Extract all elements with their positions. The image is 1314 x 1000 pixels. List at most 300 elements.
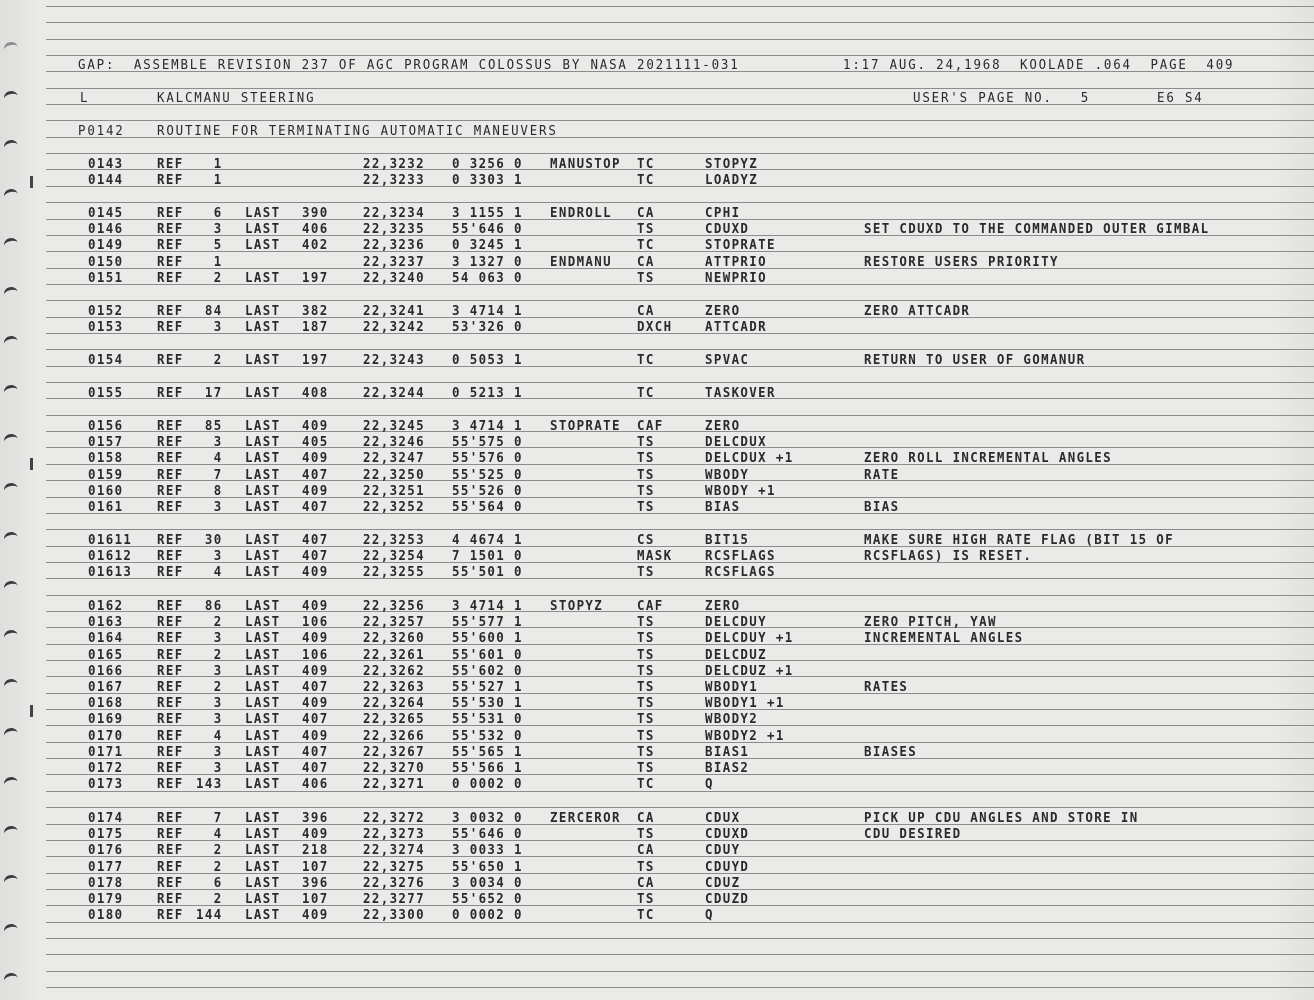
- label: MANUSTOP: [550, 156, 621, 172]
- listing-row: [0, 483, 1314, 499]
- last-keyword: LAST: [245, 662, 281, 679]
- operand: CDUX: [705, 810, 741, 826]
- address: 22,3263: [363, 679, 426, 695]
- ref-count: 85: [204, 418, 223, 434]
- line-number: 0164: [88, 630, 124, 647]
- ref-count: 2: [213, 614, 223, 631]
- line-number: 0166: [88, 662, 124, 679]
- line-number: 0163: [88, 614, 124, 631]
- last-keyword: LAST: [245, 810, 281, 826]
- address: 22,3243: [363, 352, 426, 368]
- address: 22,3252: [363, 499, 426, 515]
- last-keyword: LAST: [245, 564, 281, 581]
- opcode: TS: [637, 727, 655, 744]
- last-keyword: LAST: [245, 532, 281, 548]
- octal-word: 55'650 1: [452, 858, 523, 875]
- address: 22,3272: [363, 810, 426, 826]
- address: 22,3262: [363, 662, 426, 679]
- listing-row: [0, 237, 1314, 253]
- address: 22,3260: [363, 630, 426, 647]
- last-page: 406: [302, 776, 329, 793]
- last-keyword: LAST: [245, 907, 281, 924]
- operand: BIAS2: [705, 760, 750, 776]
- section-title: ROUTINE FOR TERMINATING AUTOMATIC MANEUVERS: [157, 123, 558, 139]
- operand: LOADYZ: [705, 172, 759, 189]
- log-section-name: KALCMANU STEERING: [157, 90, 316, 106]
- last-page: 409: [302, 450, 329, 467]
- operand: BIT15: [705, 532, 750, 548]
- last-page: 197: [302, 269, 329, 286]
- address: 22,3242: [363, 319, 426, 336]
- last-keyword: LAST: [245, 760, 281, 776]
- last-page: 409: [302, 630, 329, 647]
- ref-count: 4: [213, 727, 223, 744]
- operand: DELCDUY +1: [705, 630, 794, 647]
- listing-row: [0, 418, 1314, 434]
- opcode: MASK: [637, 548, 673, 565]
- ref-keyword: REF: [157, 826, 184, 843]
- ref-count: 3: [213, 760, 223, 776]
- octal-word: 3 4714 1: [452, 303, 523, 319]
- feed-hole: [3, 188, 19, 204]
- last-keyword: LAST: [245, 385, 281, 401]
- operand: STOPRATE: [705, 237, 776, 254]
- listing-row: [0, 254, 1314, 270]
- assembly-title: GAP: ASSEMBLE REVISION 237 OF AGC PROGRAM COLOSSUS BY NASA 2021111-031: [78, 57, 740, 73]
- last-keyword: LAST: [245, 221, 281, 238]
- ref-keyword: REF: [157, 482, 184, 499]
- octal-word: 55'652 0: [452, 891, 523, 907]
- last-keyword: LAST: [245, 727, 281, 744]
- last-page: 407: [302, 679, 329, 695]
- comment: RETURN TO USER OF GOMANUR: [864, 352, 1086, 368]
- listing-row: [0, 352, 1314, 368]
- opcode: TC: [637, 385, 655, 401]
- last-page: 409: [302, 695, 329, 712]
- operand: CDUYD: [705, 858, 750, 875]
- operand: CDUZ: [705, 874, 741, 891]
- comment: PICK UP CDU ANGLES AND STORE IN: [864, 810, 1139, 826]
- line-number: 0143: [88, 156, 124, 172]
- ref-keyword: REF: [157, 564, 184, 581]
- opcode: CA: [637, 253, 655, 270]
- ruled-line: [46, 595, 1314, 596]
- operand: WBODY: [705, 466, 750, 483]
- last-page: 407: [302, 466, 329, 483]
- address: 22,3254: [363, 548, 426, 565]
- listing-row: [0, 385, 1314, 401]
- comment: ZERO ROLL INCREMENTAL ANGLES: [864, 450, 1113, 467]
- listing-row: [0, 467, 1314, 483]
- ref-count: 1: [213, 172, 223, 189]
- last-keyword: LAST: [245, 499, 281, 515]
- opcode: DXCH: [637, 319, 673, 336]
- ref-keyword: REF: [157, 499, 184, 515]
- listing-row: [0, 907, 1314, 923]
- address: 22,3236: [363, 237, 426, 254]
- last-keyword: LAST: [245, 874, 281, 891]
- line-number: 0179: [88, 891, 124, 907]
- opcode: TS: [637, 482, 655, 499]
- operand: NEWPRIO: [705, 269, 768, 286]
- last-page: 409: [302, 598, 329, 614]
- opcode: CAF: [637, 598, 664, 614]
- listing-row: [0, 630, 1314, 646]
- ref-keyword: REF: [157, 548, 184, 565]
- opcode: TC: [637, 352, 655, 368]
- feed-hole: [3, 580, 19, 596]
- ruled-line: [46, 938, 1314, 939]
- address: 22,3244: [363, 385, 426, 401]
- last-keyword: LAST: [245, 303, 281, 319]
- comment: CDU DESIRED: [864, 826, 962, 843]
- last-keyword: LAST: [245, 695, 281, 712]
- listing-row: [0, 499, 1314, 515]
- ref-count: 84: [204, 303, 223, 319]
- last-page: 187: [302, 319, 329, 336]
- operand: ZERO: [705, 418, 741, 434]
- ref-count: 2: [213, 679, 223, 695]
- octal-word: 55'564 0: [452, 499, 523, 515]
- ref-keyword: REF: [157, 205, 184, 221]
- last-keyword: LAST: [245, 776, 281, 793]
- operand: CDUXD: [705, 221, 750, 238]
- comment: BIAS: [864, 499, 900, 515]
- ref-keyword: REF: [157, 743, 184, 760]
- ref-keyword: REF: [157, 269, 184, 286]
- octal-word: 55'532 0: [452, 727, 523, 744]
- address: 22,3267: [363, 743, 426, 760]
- address: 22,3273: [363, 826, 426, 843]
- ref-keyword: REF: [157, 907, 184, 924]
- ref-keyword: REF: [157, 532, 184, 548]
- operand: CDUXD: [705, 826, 750, 843]
- ref-count: 1: [213, 253, 223, 270]
- last-page: 406: [302, 221, 329, 238]
- listing-row: [0, 319, 1314, 335]
- opcode: TS: [637, 221, 655, 238]
- listing-row: [0, 679, 1314, 695]
- ref-keyword: REF: [157, 679, 184, 695]
- last-page: 409: [302, 482, 329, 499]
- opcode: TS: [637, 858, 655, 875]
- last-keyword: LAST: [245, 482, 281, 499]
- line-number: 0149: [88, 237, 124, 254]
- opcode: TC: [637, 776, 655, 793]
- ref-count: 8: [213, 482, 223, 499]
- ref-count: 3: [213, 662, 223, 679]
- address: 22,3270: [363, 760, 426, 776]
- octal-word: 4 4674 1: [452, 532, 523, 548]
- last-page: 197: [302, 352, 329, 368]
- label: ENDROLL: [550, 205, 613, 221]
- listing-row: [0, 695, 1314, 711]
- last-keyword: LAST: [245, 237, 281, 254]
- octal-word: 55'526 0: [452, 482, 523, 499]
- ref-count: 2: [213, 646, 223, 663]
- ref-count: 3: [213, 319, 223, 336]
- page-code: E6 S4: [1157, 90, 1204, 106]
- operand: RCSFLAGS: [705, 548, 776, 565]
- octal-word: 0 5053 1: [452, 352, 523, 368]
- last-page: 382: [302, 303, 329, 319]
- octal-word: 55'531 0: [452, 711, 523, 728]
- listing-row: [0, 614, 1314, 630]
- listing-row: [0, 532, 1314, 548]
- address: 22,3246: [363, 434, 426, 451]
- ref-count: 1: [213, 156, 223, 172]
- last-page: 409: [302, 727, 329, 744]
- ref-count: 86: [204, 598, 223, 614]
- last-page: 407: [302, 499, 329, 515]
- operand: BIAS1: [705, 743, 750, 760]
- opcode: TS: [637, 614, 655, 631]
- operand: WBODY2 +1: [705, 727, 785, 744]
- ref-count: 30: [204, 532, 223, 548]
- address: 22,3274: [363, 842, 426, 859]
- ref-count: 143: [196, 776, 223, 793]
- listing-row: [0, 434, 1314, 450]
- opcode: TS: [637, 891, 655, 907]
- operand: ZERO: [705, 303, 741, 319]
- operand: RCSFLAGS: [705, 564, 776, 581]
- line-number: 0180: [88, 907, 124, 924]
- operand: WBODY1 +1: [705, 695, 785, 712]
- line-number: 0165: [88, 646, 124, 663]
- ref-keyword: REF: [157, 630, 184, 647]
- listing-row: [0, 810, 1314, 826]
- ref-keyword: REF: [157, 598, 184, 614]
- octal-word: 0 3245 1: [452, 237, 523, 254]
- ref-keyword: REF: [157, 842, 184, 859]
- octal-word: 3 0033 1: [452, 842, 523, 859]
- opcode: TS: [637, 466, 655, 483]
- address: 22,3256: [363, 598, 426, 614]
- octal-word: 3 1155 1: [452, 205, 523, 221]
- last-page: 407: [302, 743, 329, 760]
- ref-count: 6: [213, 874, 223, 891]
- octal-word: 55'575 0: [452, 434, 523, 451]
- label: ZERCEROR: [550, 810, 621, 826]
- ref-keyword: REF: [157, 434, 184, 451]
- address: 22,3277: [363, 891, 426, 907]
- octal-word: 55'501 0: [452, 564, 523, 581]
- ref-keyword: REF: [157, 221, 184, 238]
- line-number: 0161: [88, 499, 124, 515]
- last-keyword: LAST: [245, 205, 281, 221]
- ruled-line: [46, 415, 1314, 416]
- address: 22,3251: [363, 482, 426, 499]
- operand: DELCDUZ +1: [705, 662, 794, 679]
- address: 22,3235: [363, 221, 426, 238]
- ruled-line: [46, 382, 1314, 383]
- line-number: 0167: [88, 679, 124, 695]
- last-keyword: LAST: [245, 269, 281, 286]
- last-page: 407: [302, 711, 329, 728]
- operand: TASKOVER: [705, 385, 776, 401]
- address: 22,3264: [363, 695, 426, 712]
- line-number: 0158: [88, 450, 124, 467]
- ruled-line: [46, 349, 1314, 350]
- line-number: 0152: [88, 303, 124, 319]
- listing-row: [0, 875, 1314, 891]
- listing-row: [0, 156, 1314, 172]
- listing-row: [0, 598, 1314, 614]
- address: 22,3253: [363, 532, 426, 548]
- operand: DELCDUX: [705, 434, 768, 451]
- ref-count: 17: [204, 385, 223, 401]
- feed-hole: [3, 41, 19, 57]
- feed-hole: [3, 923, 19, 939]
- line-number: 0145: [88, 205, 124, 221]
- line-number: 0171: [88, 743, 124, 760]
- octal-word: 3 4714 1: [452, 418, 523, 434]
- last-page: 218: [302, 842, 329, 859]
- line-number: 0155: [88, 385, 124, 401]
- last-page: 409: [302, 826, 329, 843]
- line-number: 0146: [88, 221, 124, 238]
- octal-word: 0 0002 0: [452, 776, 523, 793]
- line-number: 0151: [88, 269, 124, 286]
- last-keyword: LAST: [245, 614, 281, 631]
- listing-row: [0, 548, 1314, 564]
- ruled-line: [46, 153, 1314, 154]
- feed-hole: [3, 286, 19, 302]
- listing-row: [0, 663, 1314, 679]
- opcode: TS: [637, 679, 655, 695]
- ref-keyword: REF: [157, 253, 184, 270]
- ruled-line: [46, 971, 1314, 972]
- ref-keyword: REF: [157, 319, 184, 336]
- last-page: 409: [302, 907, 329, 924]
- ruled-line: [46, 807, 1314, 808]
- listing-row: [0, 270, 1314, 286]
- address: 22,3266: [363, 727, 426, 744]
- ref-count: 3: [213, 221, 223, 238]
- octal-word: 55'527 1: [452, 679, 523, 695]
- listing-row: [0, 842, 1314, 858]
- ref-count: 4: [213, 564, 223, 581]
- last-page: 407: [302, 548, 329, 565]
- timestamp: 1:17 AUG. 24,1968 KOOLADE .064 PAGE 409: [843, 57, 1235, 73]
- operand: Q: [705, 907, 714, 924]
- opcode: TS: [637, 564, 655, 581]
- last-page: 409: [302, 564, 329, 581]
- feed-hole: [3, 139, 19, 155]
- ruled-line: [46, 55, 1314, 56]
- octal-word: 55'602 0: [452, 662, 523, 679]
- feed-hole: [3, 972, 19, 988]
- opcode: TS: [637, 646, 655, 663]
- operand: WBODY2: [705, 711, 759, 728]
- last-keyword: LAST: [245, 842, 281, 859]
- octal-word: 55'576 0: [452, 450, 523, 467]
- octal-word: 55'601 0: [452, 646, 523, 663]
- ref-count: 3: [213, 499, 223, 515]
- address: 22,3247: [363, 450, 426, 467]
- ref-count: 144: [196, 907, 223, 924]
- opcode: CA: [637, 303, 655, 319]
- log-letter: L: [80, 90, 90, 106]
- listing-row: [0, 172, 1314, 188]
- section-title-line: [0, 123, 1314, 139]
- line-number: 01612: [88, 548, 133, 565]
- ref-count: 2: [213, 352, 223, 368]
- ref-count: 2: [213, 842, 223, 859]
- last-page: 107: [302, 858, 329, 875]
- last-keyword: LAST: [245, 826, 281, 843]
- ref-keyword: REF: [157, 156, 184, 172]
- last-keyword: LAST: [245, 711, 281, 728]
- octal-word: 3 0034 0: [452, 874, 523, 891]
- ref-count: 6: [213, 205, 223, 221]
- line-number: 0178: [88, 874, 124, 891]
- opcode: CS: [637, 532, 655, 548]
- last-keyword: LAST: [245, 679, 281, 695]
- line-number: 0172: [88, 760, 124, 776]
- octal-word: 3 4714 1: [452, 598, 523, 614]
- ref-keyword: REF: [157, 695, 184, 712]
- last-keyword: LAST: [245, 450, 281, 467]
- address: 22,3265: [363, 711, 426, 728]
- comment: RESTORE USERS PRIORITY: [864, 253, 1059, 270]
- feed-hole: [3, 335, 19, 351]
- listing-row: [0, 760, 1314, 776]
- line-number: 0160: [88, 482, 124, 499]
- octal-word: 55'646 0: [452, 826, 523, 843]
- opcode: TS: [637, 826, 655, 843]
- last-page: 106: [302, 614, 329, 631]
- ref-keyword: REF: [157, 614, 184, 631]
- listing-row: [0, 744, 1314, 760]
- address: 22,3250: [363, 466, 426, 483]
- operand: DELCDUX +1: [705, 450, 794, 467]
- operand: WBODY +1: [705, 482, 776, 499]
- octal-word: 53'326 0: [452, 319, 523, 336]
- last-keyword: LAST: [245, 891, 281, 907]
- ref-count: 4: [213, 826, 223, 843]
- last-keyword: LAST: [245, 646, 281, 663]
- last-page: 407: [302, 532, 329, 548]
- opcode: TC: [637, 156, 655, 172]
- opcode: TS: [637, 630, 655, 647]
- last-page: 390: [302, 205, 329, 221]
- users-page-number: USER'S PAGE NO. 5: [913, 90, 1091, 106]
- comment: MAKE SURE HIGH RATE FLAG (BIT 15 OF: [864, 532, 1175, 548]
- label: STOPRATE: [550, 418, 621, 434]
- listing-row: [0, 728, 1314, 744]
- last-keyword: LAST: [245, 548, 281, 565]
- octal-word: 55'530 1: [452, 695, 523, 712]
- opcode: CA: [637, 205, 655, 221]
- last-keyword: LAST: [245, 858, 281, 875]
- ref-count: 3: [213, 743, 223, 760]
- line-number: 0168: [88, 695, 124, 712]
- ref-count: 7: [213, 810, 223, 826]
- line-number: 0176: [88, 842, 124, 859]
- ref-keyword: REF: [157, 303, 184, 319]
- ref-count: 3: [213, 434, 223, 451]
- ref-count: 3: [213, 711, 223, 728]
- line-number: 0156: [88, 418, 124, 434]
- last-keyword: LAST: [245, 418, 281, 434]
- octal-word: 55'600 1: [452, 630, 523, 647]
- ruled-line: [46, 6, 1314, 7]
- octal-word: 0 0002 0: [452, 907, 523, 924]
- ref-count: 3: [213, 548, 223, 565]
- operand: Q: [705, 776, 714, 793]
- line-number: 0175: [88, 826, 124, 843]
